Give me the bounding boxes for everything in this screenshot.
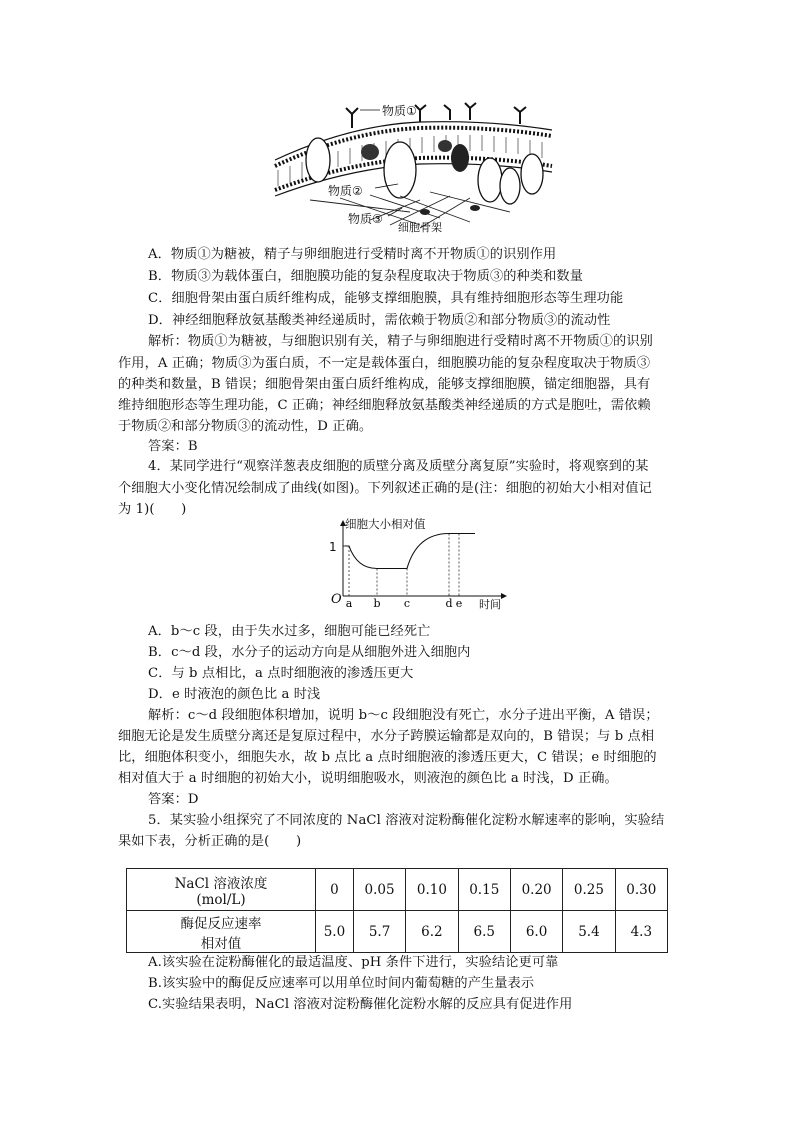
q4-explanation-line-3: 比，细胞体积变小，细胞失水，故 b 点比 a 点时细胞液的渗透压更大，C 错误；e 时细胞的 <box>118 750 657 765</box>
x-tick-label-c: c <box>403 597 411 610</box>
x-axis-arrow <box>501 593 507 599</box>
q4-option-c: C．与 b 点相比，a 点时细胞液的渗透压更大 <box>148 666 414 681</box>
table-cell: 0.20 <box>510 869 562 911</box>
cell-size-chart <box>325 518 515 610</box>
nacl-data-table <box>126 868 668 953</box>
cell-membrane-figure <box>270 100 555 235</box>
table-cell: 6.2 <box>406 911 458 953</box>
q3-option-d: D．神经细胞释放氨基酸类神经递质时，需依赖于物质②和部分物质③的流动性 <box>148 313 611 328</box>
q4-option-b: B．c～d 段，水分子的运动方向是从细胞外进入细胞内 <box>148 645 471 660</box>
table-row-concentration <box>127 869 668 911</box>
table-cell: 5.4 <box>563 911 615 953</box>
q3-option-c: C．细胞骨架由蛋白质纤维构成，能够支撑细胞膜，具有维持细胞形态等生理功能 <box>148 291 624 306</box>
table-header-concentration-text: NaCl 溶液浓度 <box>174 875 268 892</box>
q5-stem-line-2: 果如下表，分析正确的是( ) <box>118 834 302 849</box>
q4-option-d: D．e 时液泡的颜色比 a 时浅 <box>148 687 321 702</box>
table-cell: 0.10 <box>406 869 458 911</box>
q3-explanation-line-4: 维持细胞形态等生理功能，C 正确；神经细胞释放氨基酸类神经递质的方式是胞吐，需依赖 <box>118 398 651 413</box>
q3-option-a: A．物质①为糖被，精子与卵细胞进行受精时离不开物质①的识别作用 <box>148 247 557 262</box>
table-cell: 5.0 <box>316 911 354 953</box>
table-cell: 0.25 <box>563 869 615 911</box>
figure-label-substance-1: 物质① <box>382 104 417 118</box>
table-cell: 6.0 <box>510 911 562 953</box>
x-tick-label-b: b <box>373 597 381 610</box>
figure-label-substance-3: 物质③ <box>348 212 383 226</box>
q4-explanation-line-2: 细胞无论是发生质壁分离还是复原过程中，水分子跨膜运输都是双向的，B 错误；与 b 点相 <box>118 729 655 744</box>
q4-answer: 答案：D <box>148 792 199 807</box>
y-axis-label: 细胞大小相对值 <box>345 517 426 531</box>
q3-answer: 答案：B <box>148 439 198 454</box>
q5-option-c: C.实验结果表明，NaCl 溶液对淀粉酶催化淀粉水解的反应具有促进作用 <box>148 997 573 1012</box>
table-row-rate <box>127 911 668 953</box>
q4-stem-line-3: 为 1)( ) <box>118 502 187 517</box>
q4-option-a: A．b～c 段，由于失水过多，细胞可能已经死亡 <box>148 624 431 639</box>
table-header-concentration <box>127 869 316 911</box>
q4-explanation-line-1: 解析：c～d 段细胞体积增加，说明 b～c 段细胞没有死亡，水分子进出平衡，A 错误； <box>148 708 659 723</box>
x-tick-label-a: a <box>345 597 353 610</box>
q3-explanation-line-5: 于物质②和部分物质③的流动性，D 正确。 <box>118 419 373 434</box>
table-header-rate-sub: 相对值 <box>200 935 242 952</box>
q3-explanation-line-3: 的种类和数量，B 错误；细胞骨架由蛋白质纤维构成，能够支撑细胞膜，锚定细胞器，具有 <box>118 377 651 392</box>
y-tick-label-1: 1 <box>329 540 337 554</box>
figure-label-substance-2: 物质② <box>328 184 363 198</box>
cell-membrane-illustration <box>270 100 555 235</box>
x-tick-label-e: e <box>455 597 463 610</box>
table-cell: 0.30 <box>615 869 667 911</box>
q3-explanation-line-1: 解析：物质①为糖被，与细胞识别有关，精子与卵细胞进行受精时离不开物质①的识别 <box>148 334 653 349</box>
q4-explanation-line-4: 相对值大于 a 时细胞的初始大小，说明细胞吸水，则液泡的颜色比 a 时浅，D 正确。 <box>118 771 618 786</box>
figure-label-cytoskeleton: 细胞骨架 <box>398 221 442 234</box>
table-cell: 0.15 <box>458 869 510 911</box>
q5-option-b: B.该实验中的酶促反应速率可以用单位时间内葡萄糖的产生量表示 <box>148 976 535 991</box>
table-header-rate <box>127 911 316 953</box>
table-cell: 0 <box>316 869 354 911</box>
table-cell: 5.7 <box>353 911 405 953</box>
q3-option-b: B．物质③为载体蛋白，细胞膜功能的复杂程度取决于物质③的种类和数量 <box>148 269 583 284</box>
q4-stem-line-2: 个细胞大小变化情况绘制成了曲线(如图)。下列叙述正确的是(注：细胞的初始大小相对值记 <box>118 481 652 496</box>
q3-explanation-line-2: 作用，A 正确；物质③为蛋白质，不一定是载体蛋白，细胞膜功能的复杂程度取决于物质③ <box>118 356 651 371</box>
table-cell: 6.5 <box>458 911 510 953</box>
q5-option-a: A.该实验在淀粉酶催化的最适温度、pH 条件下进行，实验结论更可靠 <box>148 955 559 970</box>
table-header-concentration-unit: (mol/L) <box>196 891 246 908</box>
x-axis-label: 时间 <box>479 598 501 611</box>
origin-label: O <box>331 592 342 607</box>
table-cell: 0.05 <box>353 869 405 911</box>
q4-stem-line-1: 4．某同学进行“观察洋葱表皮细胞的质壁分离及质壁分离复原”实验时，将观察到的某 <box>148 459 649 474</box>
series-line <box>345 534 475 569</box>
table-cell: 4.3 <box>615 911 667 953</box>
table-header-rate-text: 酶促反应速率 <box>180 915 262 932</box>
q5-stem-line-1: 5．某实验小组探究了不同浓度的 NaCl 溶液对淀粉酶催化淀粉水解速率的影响，实验结 <box>148 813 665 828</box>
x-tick-label-d: d <box>445 597 453 610</box>
